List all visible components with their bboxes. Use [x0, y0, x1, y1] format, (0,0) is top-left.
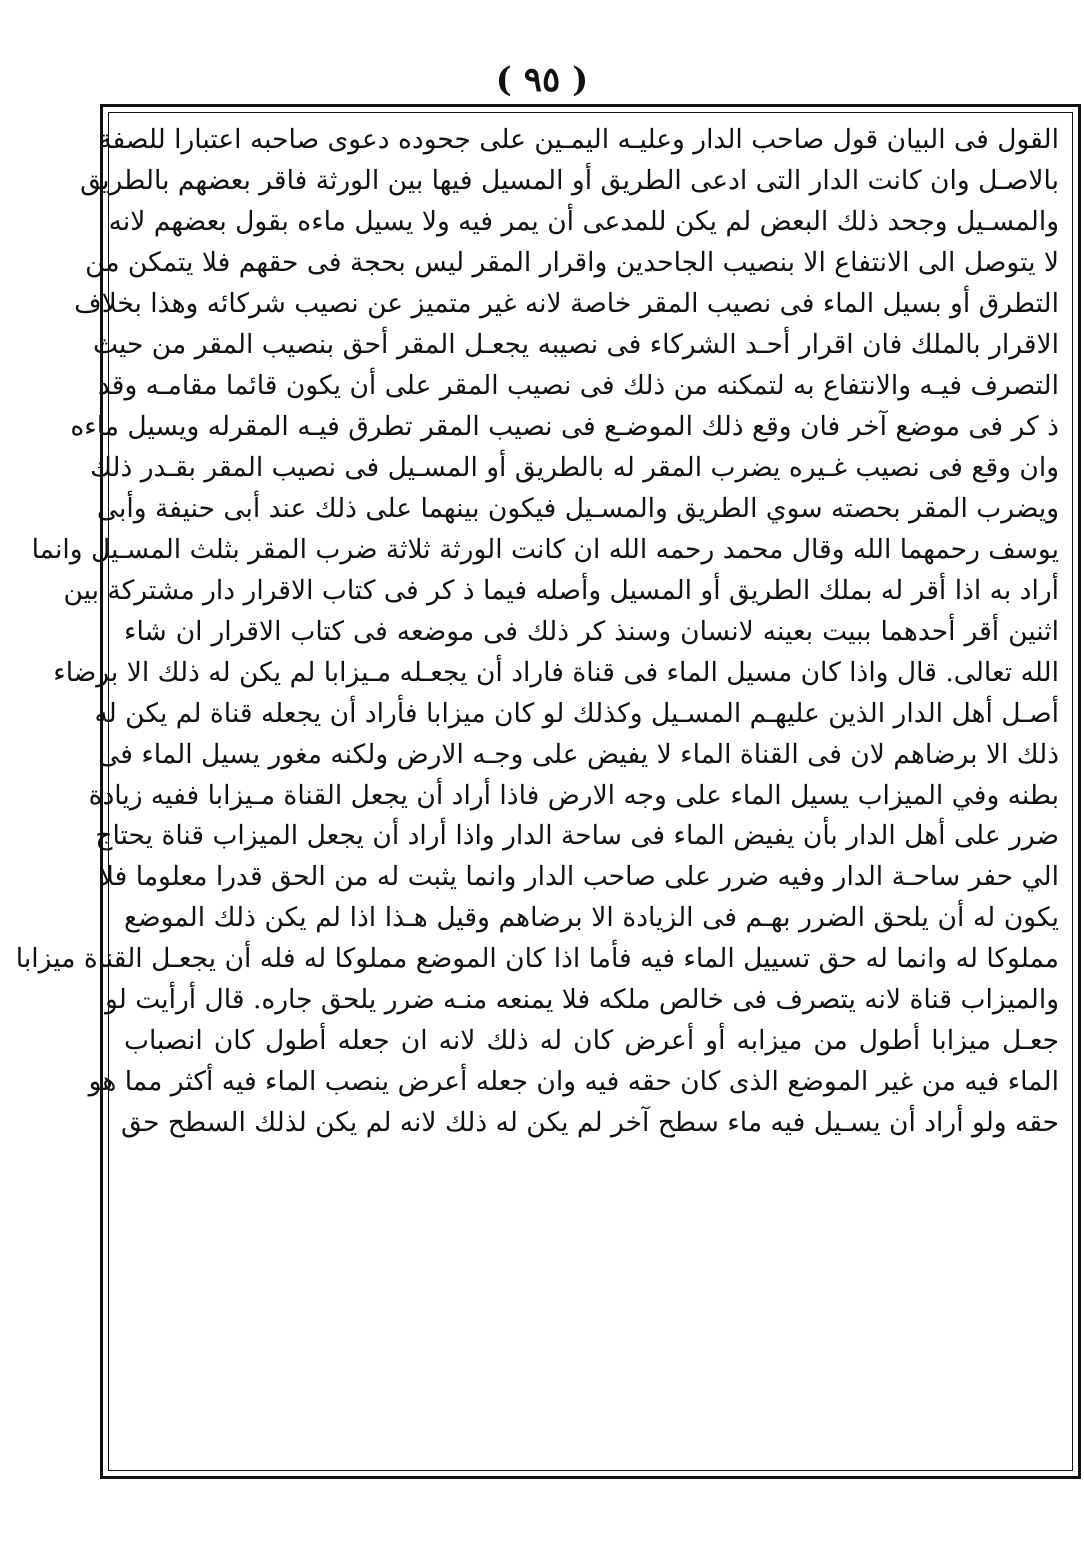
text-line: مملوكا له وانما له حق تسييل الماء فيه فأما اذا كان الموضع مملوكا له فله أن يجعـل القناة ميزابا [15, 943, 1059, 975]
text-line: أراد به اذا أقر له بملك الطريق أو المسيل وأصله فيما ذ كر فى كتاب الاقرار دار مشتركة بين [63, 574, 1059, 606]
body-text [15, 120, 1059, 1472]
text-line: حقه ولو أراد أن يسـيل فيه ماء سطح آخر لم يكن له ذلك لانه لم يكن لذلك السطح حق [121, 1107, 1059, 1139]
page-number: ( ٩٥ ) [495, 60, 589, 100]
text-line: جعـل ميزابا أطول من ميزابه أو أعرض كان له ذلك لانه ان جعله أطول كان انصباب [124, 1025, 1059, 1057]
text-line: يكون له أن يلحق الضرر بهـم فى الزيادة الا برضاهم وقيل هـذا اذا لم يكن ذلك الموضع [124, 902, 1059, 934]
text-line: والميزاب قناة لانه يتصرف فى خالص ملكه فلا يمنعه منـه ضرر يلحق جاره. قال أرأيت لو [105, 984, 1059, 1016]
text-line: والمسـيل وجحد ذلك البعض لم يكن للمدعى أن يمر فيه ولا يسيل ماءه بقول بعضهم لانه [108, 205, 1059, 237]
text-line: القول فى البيان قول صاحب الدار وعليـه اليمـين على جحوده دعوى صاحبه اعتبارا للصفة [98, 124, 1059, 155]
text-line: بالاصـل وان كانت الدار التى ادعى الطريق أو المسيل فيها بين الورثة فاقر بعضهم بالطريق [80, 164, 1059, 196]
text-line: الاقرار بالملك فان اقرار أحـد الشركاء فى نصيبه يجعـل المقر أحق بنصيب المقر من حيث [92, 328, 1059, 360]
text-line: بطنه وفي الميزاب يسيل الماء على وجه الارض فاذا أراد أن يجعل القناة مـيزابا ففيه زيادة [88, 779, 1059, 811]
text-line: لا يتوصل الى الانتفاع الا بنصيب الجاحدين واقرار المقر ليس بحجة فى حقهم فلا يتمكن من [85, 246, 1059, 278]
text-line: اثنين أقر أحدهما ببيت بعينه لانسان وسنذ كر ذلك فى موضعه فى كتاب الاقرار ان شاء [124, 615, 1059, 647]
text-line: التصرف فيـه والانتفاع به لتمكنه من ذلك فى نصيب المقر على أن يكون قائما مقامـه وقد [97, 369, 1059, 401]
text-line: الماء فيه من غير الموضع الذى كان حقه فيه وان جعله أعرض ينصب الماء فيه أكثر مما هو [88, 1066, 1059, 1098]
text-line: أصـل أهل الدار الذين عليهـم المسـيل وكذلك لو كان ميزابا فأراد أن يجعله قناة لم يكن له [94, 697, 1059, 729]
text-line: الي حفر ساحـة الدار وفيه ضرر على صاحب الدار وانما يثبت له من الحق قدرا معلوما فلا [98, 861, 1059, 893]
text-line: التطرق أو بسيل الماء فى نصيب المقر خاصة لانه غير متميز عن نصيب شركائه وهذا بخلاف [74, 287, 1059, 319]
text-line: وان وقع فى نصيب غـيره يضرب المقر له بالطريق أو المسـيل فى نصيب المقر بقـدر ذلك [90, 451, 1059, 483]
text-line: ذلك الا برضاهم لان فى القناة الماء لا يفيض على وجـه الارض ولكنه مغور يسيل الماء فى [98, 738, 1059, 770]
text-line: ضرر على أهل الدار بأن يفيض الماء فى ساحة الدار واذا أراد أن يجعل الميزاب قناة يحتاج [95, 820, 1059, 852]
text-line: الله تعالى. قال واذا كان مسيل الماء فى قناة فاراد أن يجعـله مـيزابا لم يكن له ذلك الا برضاء [53, 656, 1059, 688]
text-line: ويضرب المقر بحصته سوي الطريق والمسـيل فيكون بينهما على ذلك عند أبى حنيفة وأبى [96, 492, 1059, 524]
text-line: ذ كر فى موضع آخر فان وقع ذلك الموضـع فى نصيب المقر تطرق فيـه المقرله ويسيل ماءه [70, 410, 1059, 442]
text-line: يوسف رحمهما الله وقال محمد رحمه الله ان كانت الورثة ثلاثة ضرب المقر بثلث المسـيل وانما [31, 533, 1059, 565]
